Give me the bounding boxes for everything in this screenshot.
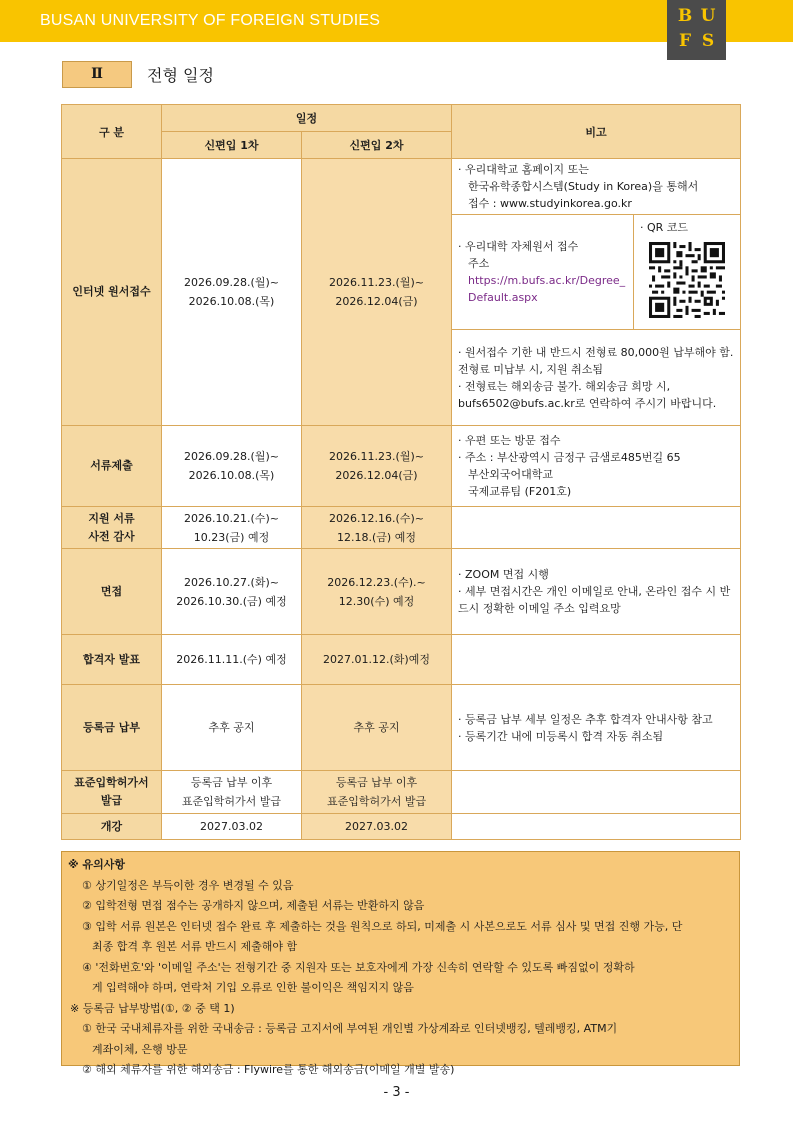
note-line: 국제교류팀 (F201호) [468,485,572,498]
row-label-line: 원서접수 [108,285,151,298]
table-header-row [62,105,741,132]
notice-item-continued: 게 입력해야 하며, 연락처 기입 오류로 인한 불이익은 책임지지 않음 [92,981,414,994]
logo-letter-b: B [677,6,693,26]
note-line: 부산외국어대학교 [468,468,554,481]
date-line: 2026.09.28.(월)~ [184,276,279,289]
header-remarks: 비고 [452,105,741,159]
note-line: 주소 [468,257,490,270]
notice-item-continued: 최종 합격 후 원본 서류 반드시 제출해야 함 [92,940,298,953]
date-line: 2026.12.16.(수)~ [329,511,424,525]
schedule-table [61,104,741,840]
payment-method-item: ① 한국 국내체류자를 위한 국내송금 : 등록금 고지서에 부여된 개인별 가상계좌로 인터넷뱅킹, 텔레뱅킹, ATM기 [82,1022,618,1035]
qr-label: · QR 코드 [640,221,689,234]
round1-date [162,771,302,814]
notice-item: ② 입학전형 면접 점수는 공개하지 않으며, 제출된 서류는 반환하지 않음 [82,899,425,912]
note-empty [452,771,741,814]
round2-date: 2027.03.02 [302,814,452,840]
round2-date: 2027.01.12.(화)예정 [302,635,452,685]
header-category: 구 분 [62,105,162,159]
row-label-admission-certificate [62,771,162,814]
date-line: 2026.11.23.(월)~ [329,450,424,463]
note-line: · 우리대학 자체원서 접수 [458,240,579,253]
section-title: 전형 일정 [147,66,214,85]
row-label-interview: 면접 [62,549,162,635]
note-line: · 주소 : 부산광역시 금정구 금샘로485번길 65 [458,451,681,464]
date-line: 2026.12.04(금) [335,469,418,482]
row-label-line: 사전 감사 [88,529,135,543]
note-line: · 원서접수 기한 내 반드시 전형료 80,000원 납부해야 함. 전형료 미납부 시, 지원 취소됨 [458,345,734,376]
logo-letter-f: F [678,31,692,51]
round1-date [162,549,302,635]
logo-letter-s: S [701,31,715,51]
date-line: 2026.10.27.(화)~ [184,575,279,589]
bufs-logo [667,0,726,60]
note-line: · 우리대학교 홈페이지 또는 [458,163,589,176]
row-label-result-announcement: 합격자 발표 [62,635,162,685]
header-round2: 신편입 2차 [302,132,452,159]
header-round1: 신편입 1차 [162,132,302,159]
date-line: 2026.10.30.(금) 예정 [176,594,287,608]
table-row [62,507,741,549]
date-line: 12.30(수) 예정 [338,594,415,608]
qr-cell [634,215,741,330]
round1-date [162,159,302,426]
date-line: 2026.10.08.(목) [188,469,275,482]
note-online-application [452,159,741,215]
round2-date [302,549,452,635]
table-row [62,814,741,840]
notice-item: ① 상기일정은 부득이한 경우 변경될 수 있음 [82,878,294,892]
table-row [62,159,741,215]
table-row [62,426,741,507]
date-line: 2026.12.23.(수).~ [327,575,426,589]
row-label-line: 인터넷 [72,285,105,298]
note-line: · 등록기간 내에 미등록시 합격 자동 취소됨 [458,729,664,743]
row-label-internet-application [62,159,162,426]
round1-date: 2027.03.02 [162,814,302,840]
row-label-line: 지원 서류 [88,511,135,525]
note-application-fee [452,330,741,426]
note-line: · 우편 또는 방문 접수 [458,434,561,447]
date-line: 등록금 납부 이후 [335,776,418,789]
round1-date: 추후 공지 [162,685,302,771]
row-label-line: 표준입학허가서 [74,776,149,789]
note-interview [452,549,741,635]
date-line: 10.23(금) 예정 [193,530,270,544]
table-row [62,549,741,635]
date-line: 2026.09.28.(월)~ [184,450,279,463]
note-line: · ZOOM 면접 시행 [458,568,549,581]
round2-date [302,159,452,426]
date-line: 표준입학허가서 발급 [326,795,427,808]
date-line: 12.18.(금) 예정 [337,530,416,544]
date-line: 표준입학허가서 발급 [181,795,282,808]
row-label-semester-start: 개강 [62,814,162,840]
logo-letter-u: U [700,6,716,26]
round2-date [302,507,452,549]
university-name: BUSAN UNIVERSITY OF FOREIGN STUDIES [40,12,381,29]
note-empty [452,814,741,840]
header-schedule: 일정 [162,105,452,132]
row-label-tuition-payment: 등록금 납부 [62,685,162,771]
notice-item: ④ '전화번호'와 '이메일 주소'는 전형기간 중 지원자 또는 보호자에게 가장 신속히 연락할 수 있도록 빠짐없이 정확하 [82,960,635,974]
note-line: · 전형료는 해외송금 불가. 해외송금 희망 시, bufs6502@bufs.ac.kr로 연락하여 주시기 바랍니다. [458,379,717,410]
date-line: 2026.10.08.(목) [188,295,275,308]
note-line: 한국유학종합시스템(Study in Korea)을 통해서 [468,180,699,193]
table-row [62,685,741,771]
round1-date [162,426,302,507]
round2-date: 추후 공지 [302,685,452,771]
row-label-document-submission: 서류제출 [62,426,162,507]
section-number: Ⅱ [62,61,132,88]
row-label-line: 발급 [100,794,123,807]
note-tuition-payment [452,685,741,771]
round2-date [302,771,452,814]
date-line: 2026.11.23.(월)~ [329,276,424,289]
application-url-link[interactable]: https://m.bufs.ac.kr/Degree_Default.aspx [468,274,626,304]
date-line: 2026.12.04(금) [335,295,418,308]
round1-date: 2026.11.11.(수) 예정 [162,635,302,685]
round2-date [302,426,452,507]
qr-code-icon[interactable] [649,242,725,318]
page-number: - 3 - [383,1085,410,1100]
note-line: 접수 : www.studyinkorea.go.kr [468,197,632,210]
payment-method-heading: ※ 등록금 납부방법(①, ② 중 택 1) [70,1001,235,1015]
note-line: · 등록금 납부 세부 일정은 추후 합격자 안내사항 참고 [458,712,713,726]
table-row [62,771,741,814]
notice-box [61,851,740,1076]
notice-heading: ※ 유의사항 [68,858,126,871]
date-line: 2026.10.21.(수)~ [184,511,279,525]
note-self-application [452,215,634,330]
note-empty [452,635,741,685]
payment-method-item: ② 해외 체류자를 위한 해외송금 : Flywire를 통한 해외송금(이메일 개별 발송) [82,1063,455,1076]
row-label-document-review [62,507,162,549]
note-empty [452,507,741,549]
table-row [62,635,741,685]
payment-method-item-continued: 계좌이체, 은행 방문 [92,1042,188,1056]
notice-item: ③ 입학 서류 원본은 인터넷 접수 완료 후 제출하는 것을 원칙으로 하되, 미제출 시 사본으로도 서류 심사 및 면접 진행 가능, 단 [82,919,683,933]
round1-date [162,507,302,549]
date-line: 등록금 납부 이후 [190,776,273,789]
note-line: · 세부 면접시간은 개인 이메일로 안내, 온라인 접수 시 반드시 정확한 이메일 주소 입력요망 [458,585,731,615]
note-document-submission [452,426,741,507]
